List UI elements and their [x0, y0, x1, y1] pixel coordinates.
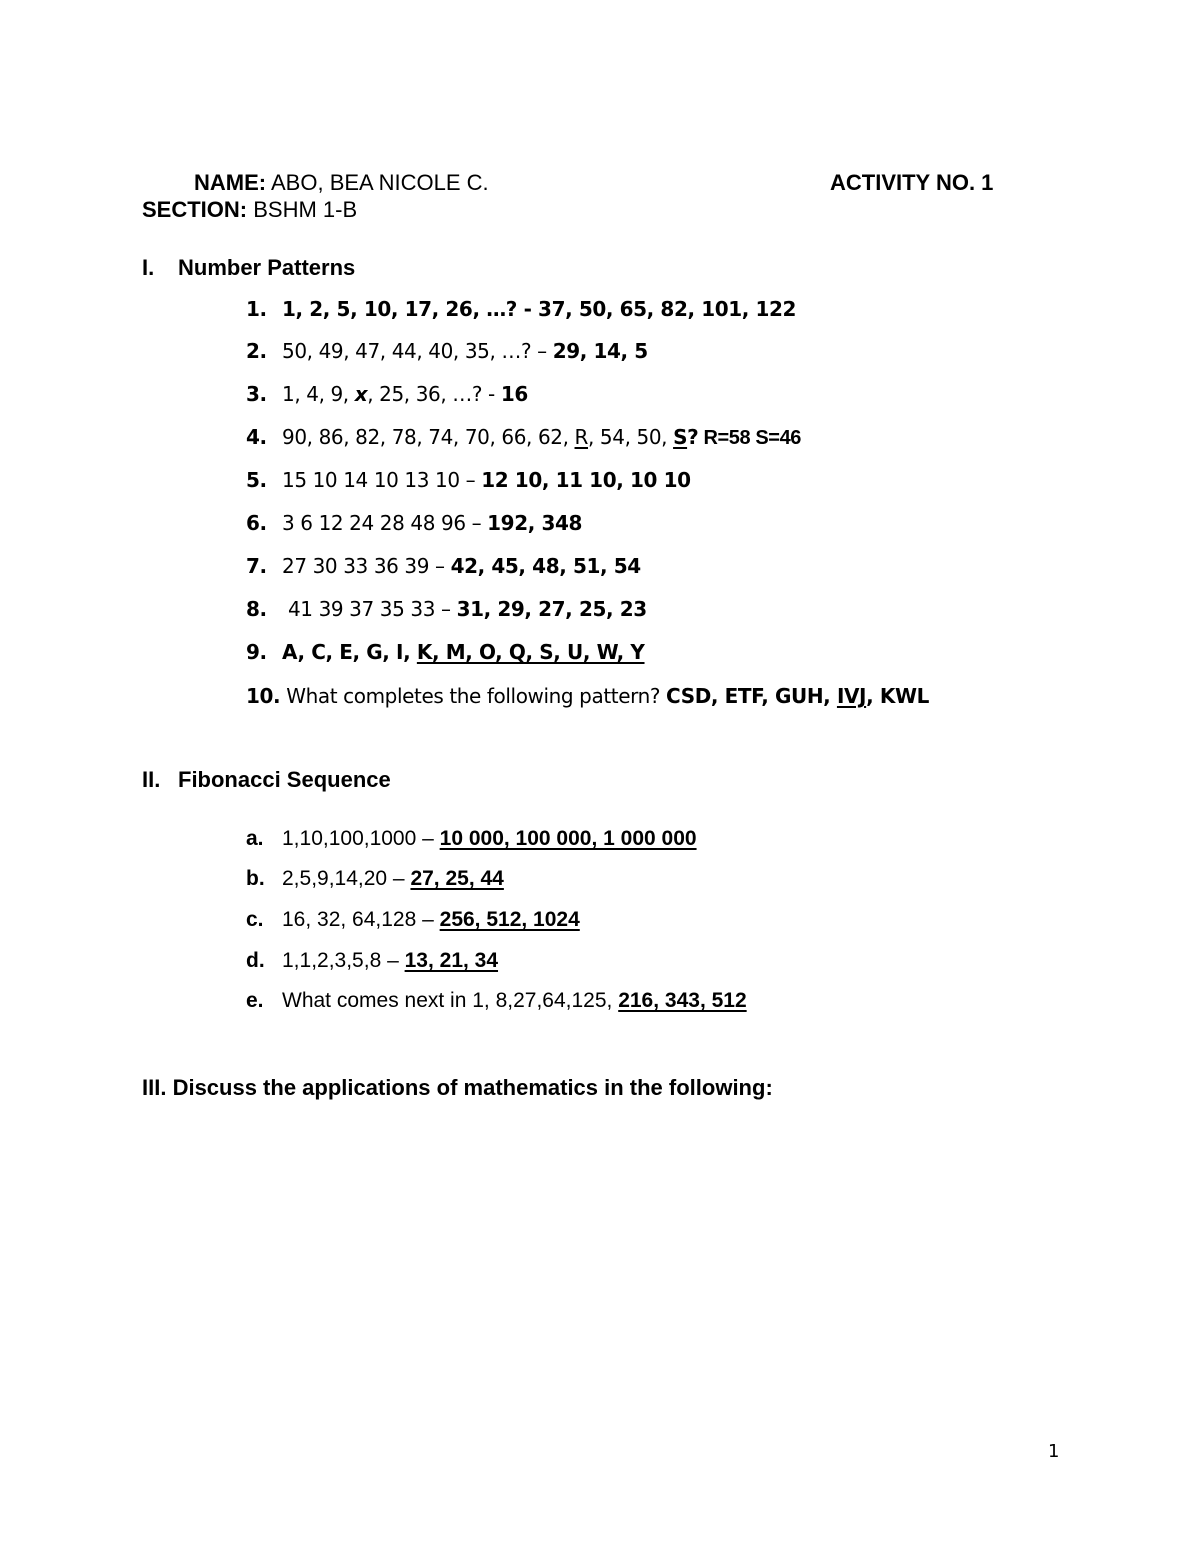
section-label: SECTION: [142, 197, 248, 222]
fib-item-a: a. 1,10,100,1000 – 10 000, 100 000, 1 000 000 [246, 827, 697, 850]
section1-heading: I. Number Patterns [142, 255, 356, 280]
pattern-item-10: 10. What completes the following pattern? CSD, ETF, GUH, IVJ, KWL [246, 684, 929, 708]
fib-item-b: b. 2,5,9,14,20 – 27, 25, 44 [246, 867, 504, 890]
page-number: 1 [1048, 1441, 1060, 1462]
section2-title: Fibonacci Sequence [178, 767, 391, 792]
activity-number: ACTIVITY NO. 1 [830, 170, 994, 195]
pattern-item-1: 1. 1, 2, 5, 10, 17, 26, …? - 37, 50, 65, 82, 101, 122 [246, 297, 797, 321]
pattern-item-6: 6. 3 6 12 24 28 48 96 – 192, 348 [246, 511, 583, 535]
section-line [142, 197, 357, 223]
section3-heading: III. Discuss the applications of mathematics in the following: [142, 1075, 773, 1100]
pattern-item-9: 9. A, C, E, G, I, K, M, O, Q, S, U, W, Y [246, 640, 645, 664]
pattern-item-3: 3. 1, 4, 9, x, 25, 36, …? - 16 [246, 382, 528, 406]
pattern-item-5: 5. 15 10 14 10 13 10 – 12 10, 11 10, 10 10 [246, 468, 691, 492]
section2-heading: II. Fibonacci Sequence [142, 767, 391, 792]
fib-item-c: c. 16, 32, 64,128 – 256, 512, 1024 [246, 908, 580, 931]
section3-title: Discuss the applications of mathematics in the following: [166, 1075, 773, 1100]
fib-item-d: d. 1,1,2,3,5,8 – 13, 21, 34 [246, 949, 499, 972]
name-line [194, 170, 489, 196]
pattern-item-4: 4. 90, 86, 82, 78, 74, 70, 66, 62, R, 54, 50, S? R=58 S=46 [246, 425, 802, 449]
pattern-item-8: 8. 41 39 37 35 33 – 31, 29, 27, 25, 23 [246, 597, 647, 621]
fib-item-e: e. What comes next in 1, 8,27,64,125, 216, 343, 512 [246, 989, 747, 1012]
pattern-item-7: 7. 27 30 33 36 39 – 42, 45, 48, 51, 54 [246, 554, 641, 578]
name-label: NAME: [194, 170, 267, 195]
pattern-item-2: 2. 50, 49, 47, 44, 40, 35, …? – 29, 14, 5 [246, 339, 648, 363]
name-value: ABO, BEA NICOLE C. [266, 170, 489, 195]
section-value: BSHM 1-B [247, 197, 358, 222]
section1-title: Number Patterns [178, 255, 356, 280]
